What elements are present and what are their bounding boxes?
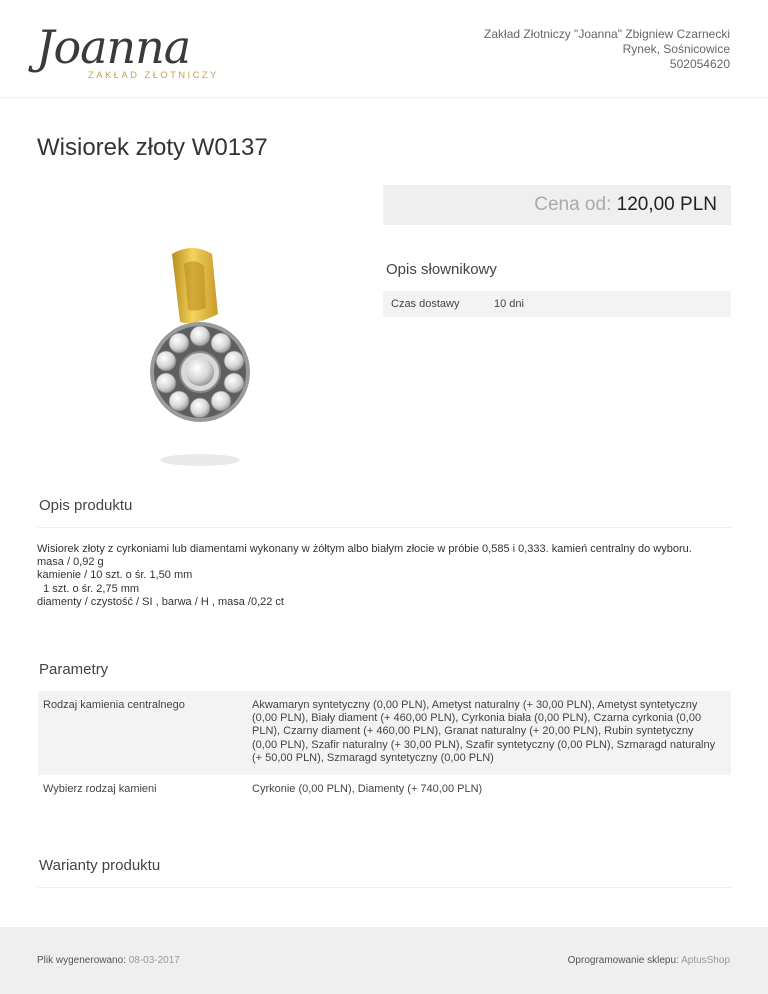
table-row bbox=[38, 775, 731, 806]
footer bbox=[0, 927, 768, 994]
price-value: 120,00 PLN bbox=[616, 194, 717, 215]
parameter-name: Rodzaj kamienia centralnego bbox=[43, 699, 185, 711]
parameter-value: Akwamaryn syntetyczny (0,00 PLN), Ametyst naturalny (+ 30,00 PLN), Ametyst syntetyczny (0,00 PLN), Biały diament (+ 460,00 PLN), Cyrkonia biała (0,00 PLN), Czarna cyrkonia (0,00 PLN), Czarny diament (+ 460,00 PLN), Granat naturalny (+ 20,00 PLN), Rubin syntetyczny (0,00 PLN), Szafir naturalny (+ 30,00 PLN), Szafir syntetyczny (0,00 PLN), Szmaragd naturalny (+ 50,00 PLN), Szmaragd syntetyczny (0,00 PLN) bbox=[252, 699, 716, 764]
logo-text: Joanna bbox=[36, 20, 191, 74]
parameters-table bbox=[38, 691, 731, 806]
price-label: Cena od: bbox=[534, 194, 612, 215]
parameter-value: Cyrkonie (0,00 PLN), Diamenty (+ 740,00 PLN) bbox=[252, 783, 483, 796]
parameter-name: Wybierz rodzaj kamieni bbox=[43, 783, 157, 796]
page-title: Wisiorek złoty W0137 bbox=[37, 134, 268, 161]
software-info bbox=[568, 955, 730, 966]
description-line: kamienie / 10 szt. o śr. 1,50 mm bbox=[37, 569, 193, 582]
company-info bbox=[484, 27, 730, 72]
description-title: Opis produktu bbox=[39, 497, 133, 514]
generated-info bbox=[37, 955, 180, 966]
description-line: masa / 0,92 g bbox=[37, 556, 104, 569]
variants-title: Warianty produktu bbox=[39, 857, 161, 874]
software-label: Oprogramowanie sklepu: bbox=[567, 955, 679, 966]
company-name: Zakład Złotniczy "Joanna" Zbigniew Czarnecki bbox=[484, 27, 730, 41]
company-address: Rynek, Sośnicowice bbox=[622, 42, 730, 56]
company-phone: 502054620 bbox=[669, 57, 730, 71]
price bbox=[534, 194, 717, 216]
price-box bbox=[383, 185, 731, 225]
logo-subtext: ZAKŁAD ZŁOTNICZY bbox=[88, 70, 219, 81]
dictionary-row bbox=[383, 291, 731, 317]
header bbox=[0, 0, 768, 98]
divider bbox=[38, 527, 731, 528]
parameters-title: Parametry bbox=[39, 661, 109, 678]
product-description bbox=[37, 543, 737, 609]
dictionary-key: Czas dostawy bbox=[391, 298, 460, 310]
description-line: diamenty / czystość / SI , barwa / H , masa /0,22 ct bbox=[37, 595, 284, 608]
logo[interactable] bbox=[34, 22, 224, 92]
description-line: 1 szt. o śr. 2,75 mm bbox=[37, 582, 140, 595]
generated-date: 08-03-2017 bbox=[128, 955, 180, 966]
divider bbox=[38, 887, 731, 888]
generated-label: Plik wygenerowano: bbox=[37, 955, 126, 966]
software-link[interactable]: AptusShop bbox=[681, 955, 730, 966]
dictionary-value: 10 dni bbox=[494, 298, 524, 310]
dictionary-title: Opis słownikowy bbox=[386, 261, 497, 278]
gold-pendant-with-stones-icon bbox=[140, 242, 260, 472]
description-line: Wisiorek złoty z cyrkoniami lub diamentami wykonany w żółtym albo białym złocie w próbie 0,585 i 0,333. kamień centralny do wyboru. bbox=[37, 543, 692, 555]
table-row bbox=[38, 691, 731, 775]
